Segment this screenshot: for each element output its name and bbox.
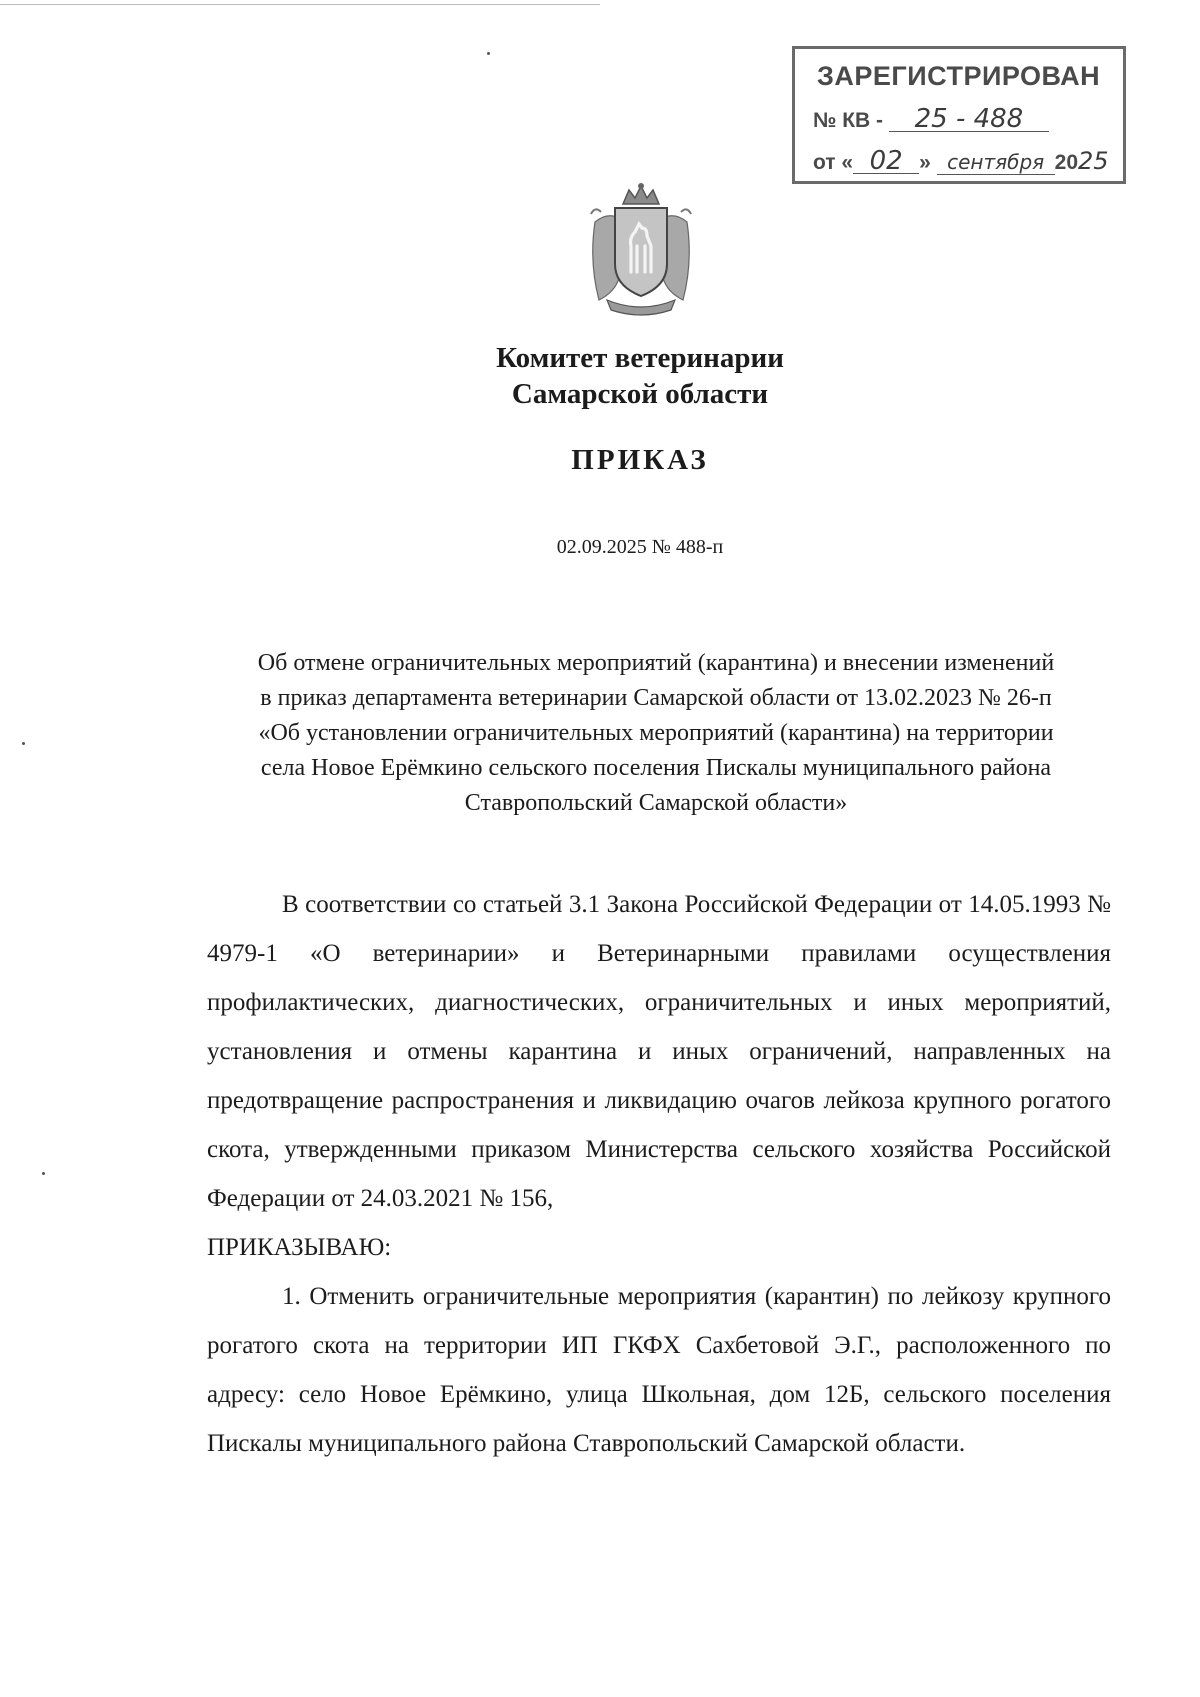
subject-line: села Новое Ерёмкино сельского поселения Пискалы муниципального района xyxy=(260,755,1052,781)
document-subject xyxy=(200,646,1112,821)
stamp-number-prefix: № КВ - xyxy=(813,109,884,132)
subject-line: в приказ департамента ветеринарии Самарской области от 13.02.2023 № 26-п xyxy=(260,685,1052,711)
document-body xyxy=(207,880,1111,1468)
order-word: ПРИКАЗЫВАЮ: xyxy=(207,1234,392,1261)
subject-line: Об отмене ограничительных мероприятий (карантина) и внесении изменений xyxy=(257,650,1055,676)
org-line-1: Комитет ветеринарии xyxy=(496,342,784,374)
item-1-paragraph: 1. Отменить ограничительные мероприятия (карантин) по лейкозу крупного рогатого скота на территории ИП ГКФХ Сахбетовой Э.Г., расположенного по адресу: село Новое Ерёмкино, улица Школьная, дом 12Б, сельского поселения Пискалы муниципального района Ставропольский Самарской области. xyxy=(207,1283,1111,1457)
subject-line: «Об установлении ограничительных мероприятий (карантина) на территории xyxy=(258,720,1054,746)
stamp-date-row xyxy=(813,146,1109,176)
stamp-title: ЗАРЕГИСТРИРОВАН xyxy=(817,61,1101,91)
organization-name xyxy=(350,340,930,412)
document-date-number: 02.09.2025 № 488-п xyxy=(556,536,724,558)
stamp-number-row xyxy=(813,104,1049,134)
subject-line: Ставропольский Самарской области» xyxy=(464,790,848,816)
document-type: ПРИКАЗ xyxy=(571,444,709,476)
scan-speck xyxy=(22,742,25,745)
stamp-date-day: 02 xyxy=(853,149,919,174)
stamp-date-year-printed: 20 xyxy=(1054,151,1078,174)
stamp-date-year-handwritten: 25 xyxy=(1078,147,1109,175)
stamp-number-handwritten: 25 - 488 xyxy=(889,107,1049,132)
stamp-date-mid: » xyxy=(919,151,931,174)
registration-stamp xyxy=(792,46,1126,184)
scan-speck xyxy=(42,1172,45,1175)
stamp-date-prefix: от « xyxy=(813,151,854,174)
stamp-date-month: сентября xyxy=(937,150,1055,175)
preamble-paragraph: В соответствии со статьей 3.1 Закона Российской Федерации от 14.05.1993 № 4979-1 «О ветеринарии» и Ветеринарными правилами осуществления профилактических, диагностических, ограничительных и иных мероприятий, установления и отмены карантина и иных ограничений, направленных на предотвращение распространения и ликвидацию очагов лейкоза крупного рогатого скота, утвержденными приказом Министерства сельского хозяйства Российской Федерации от 24.03.2021 № 156, xyxy=(207,891,1111,1212)
org-line-2: Самарской области xyxy=(511,378,769,410)
scan-speck xyxy=(487,52,490,55)
scan-edge-line xyxy=(0,4,600,5)
coat-of-arms-icon xyxy=(585,182,697,318)
